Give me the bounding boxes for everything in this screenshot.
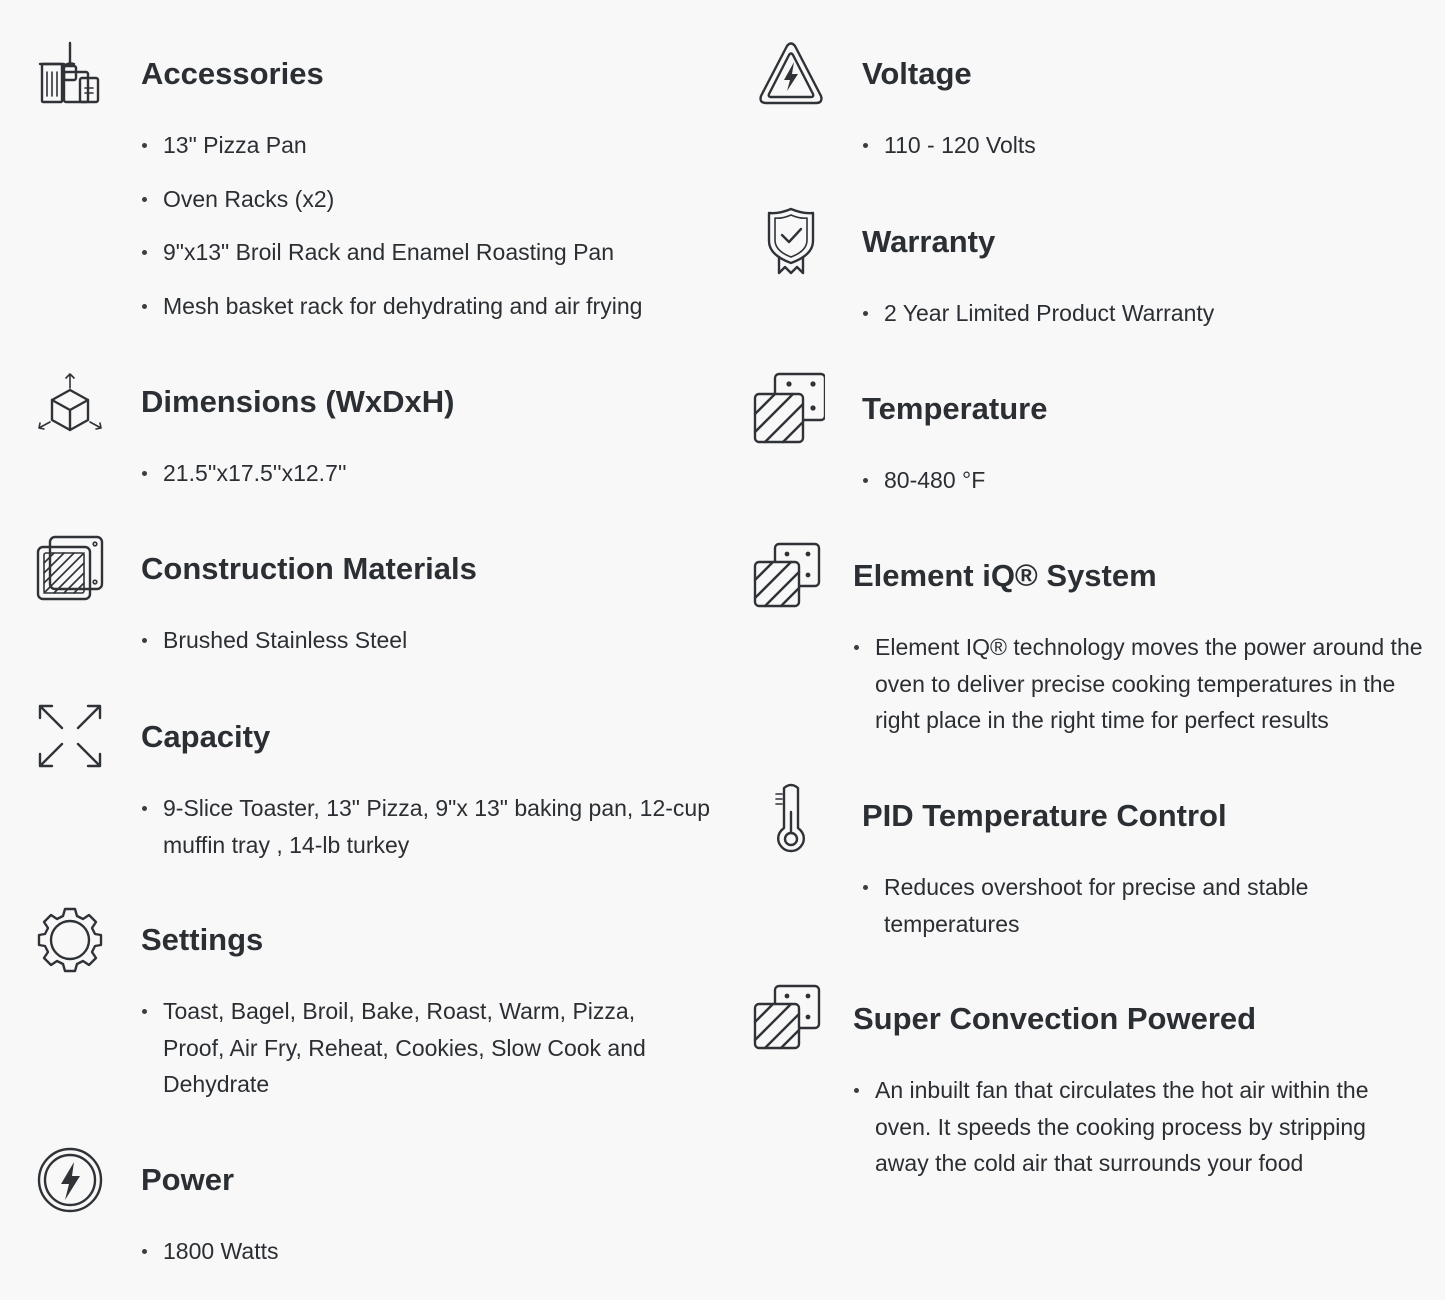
list-item: Mesh basket rack for dehydrating and air frying <box>141 288 731 325</box>
shield-check-icon <box>755 205 827 277</box>
spec-list <box>141 1233 731 1270</box>
list-item: 9-Slice Toaster, 13" Pizza, 9"x 13" baking pan, 12-cup muffin tray , 14-lb turkey <box>141 790 716 863</box>
list-item: Oven Racks (x2) <box>141 181 731 218</box>
list-item: Element IQ® technology moves the power around the oven to deliver precise cooking temperatures in the right place in the right time for perfect results <box>853 629 1433 739</box>
gear-icon <box>34 904 106 976</box>
high-voltage-icon <box>755 38 827 110</box>
list-item: Reduces overshoot for precise and stable temperatures <box>862 869 1422 942</box>
element-tiles-icon <box>753 542 825 614</box>
spec-title: Accessories <box>141 56 324 91</box>
cube-dimensions-icon <box>34 370 106 442</box>
spec-list <box>141 127 731 324</box>
list-item: 80-480 °F <box>862 462 1422 499</box>
spec-title: PID Temperature Control <box>862 798 1227 833</box>
list-item: 9"x13" Broil Rack and Enamel Roasting Pan <box>141 234 731 271</box>
spec-title: Capacity <box>141 719 271 754</box>
steel-sheets-icon <box>34 532 106 604</box>
spec-list <box>141 790 716 863</box>
spec-title: Warranty <box>862 224 996 259</box>
element-tiles-icon <box>753 372 825 444</box>
kitchen-utensils-icon <box>34 38 106 110</box>
spec-list <box>862 869 1422 942</box>
thermometer-icon <box>755 782 827 854</box>
spec-title: Dimensions (WxDxH) <box>141 384 455 419</box>
spec-title: Element iQ® System <box>853 558 1157 593</box>
list-item: Brushed Stainless Steel <box>141 622 731 659</box>
spec-title: Voltage <box>862 56 972 91</box>
spec-list <box>853 629 1433 739</box>
spec-list <box>862 462 1422 499</box>
list-item: An inbuilt fan that circulates the hot air within the oven. It speeds the cooking process by stripping away the cold air that surrounds your food <box>853 1072 1413 1182</box>
spec-title: Super Convection Powered <box>853 1001 1257 1036</box>
list-item: 2 Year Limited Product Warranty <box>862 295 1422 332</box>
spec-title: Power <box>141 1162 235 1197</box>
list-item: 13" Pizza Pan <box>141 127 731 164</box>
spec-list <box>862 295 1422 332</box>
spec-title: Settings <box>141 922 264 957</box>
list-item: 21.5''x17.5''x12.7'' <box>141 455 731 492</box>
spec-title: Temperature <box>862 391 1048 426</box>
element-tiles-icon <box>753 984 825 1056</box>
spec-list <box>141 622 731 659</box>
spec-title: Construction Materials <box>141 551 477 586</box>
expand-arrows-icon <box>34 700 106 772</box>
lightning-circle-icon <box>34 1144 106 1216</box>
list-item: Toast, Bagel, Broil, Bake, Roast, Warm, Pizza, Proof, Air Fry, Reheat, Cookies, Slow Cook and Dehydrate <box>141 993 701 1103</box>
spec-list <box>862 127 1422 164</box>
spec-list <box>853 1072 1413 1182</box>
spec-list <box>141 455 731 492</box>
spec-list <box>141 993 701 1103</box>
list-item: 110 - 120 Volts <box>862 127 1422 164</box>
list-item: 1800 Watts <box>141 1233 731 1270</box>
